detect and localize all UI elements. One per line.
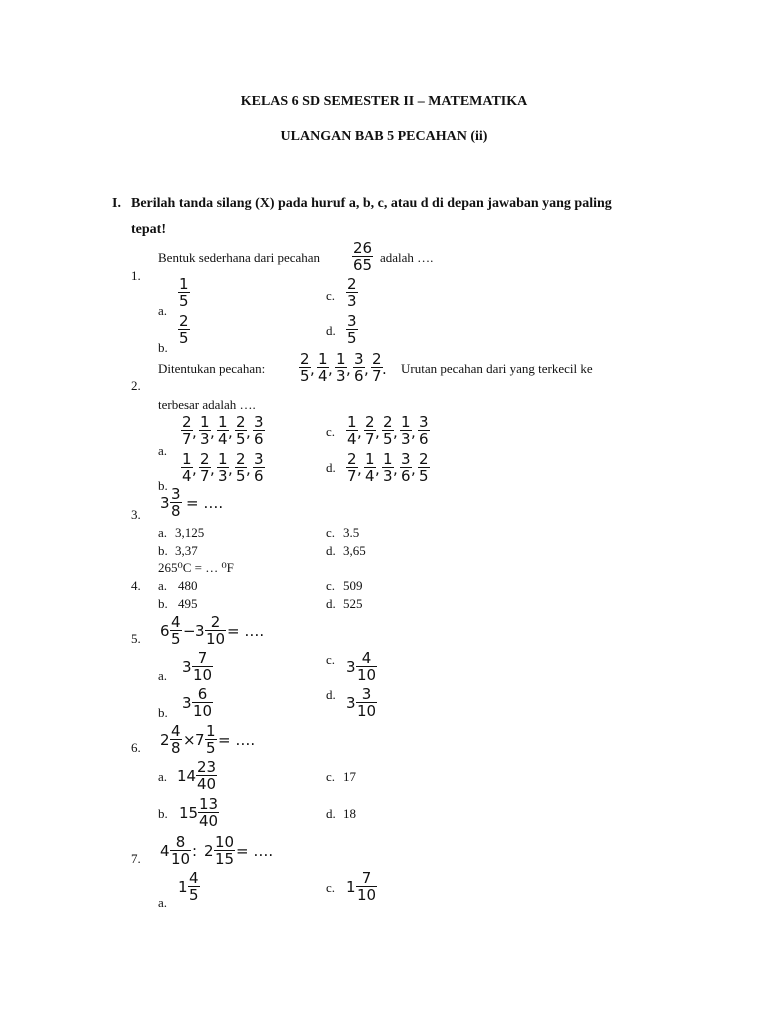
numerator: 1 bbox=[401, 413, 411, 431]
numerator: 3 bbox=[171, 485, 181, 503]
denominator: 10 bbox=[193, 702, 213, 720]
fraction bbox=[192, 686, 213, 719]
numerator: 3 bbox=[354, 350, 364, 368]
option-fraction[interactable] bbox=[178, 313, 190, 346]
equals-ellipsis: = …. bbox=[186, 494, 224, 512]
option-label: a. bbox=[158, 769, 168, 784]
comma: , bbox=[411, 460, 416, 478]
fraction bbox=[364, 414, 376, 447]
comma: , bbox=[346, 360, 351, 378]
comma: , bbox=[228, 423, 233, 441]
numerator: 1 bbox=[347, 413, 357, 431]
denominator: 6 bbox=[254, 467, 264, 485]
denominator: 7 bbox=[182, 430, 192, 448]
option-label: b. bbox=[158, 806, 168, 821]
question-number: 3. bbox=[131, 507, 141, 522]
numerator: 7 bbox=[361, 869, 372, 887]
denominator: 15 bbox=[215, 850, 235, 868]
denominator: 3 bbox=[336, 367, 346, 385]
numerator: 26 bbox=[353, 239, 373, 257]
whole-number: 3 bbox=[346, 694, 356, 712]
question-text-end: Urutan pecahan dari yang terkecil ke bbox=[401, 361, 593, 376]
whole-number: 3 bbox=[346, 658, 356, 676]
fraction bbox=[253, 414, 265, 447]
numerator: 4 bbox=[171, 613, 181, 631]
question-fraction bbox=[170, 486, 182, 519]
fraction bbox=[196, 759, 217, 792]
comma: , bbox=[375, 460, 380, 478]
page-subtitle: ULANGAN BAB 5 PECAHAN (ii) bbox=[280, 129, 488, 144]
comma: , bbox=[393, 460, 398, 478]
option-label: d. bbox=[326, 543, 336, 558]
denominator: 6 bbox=[419, 430, 429, 448]
option-label: a. bbox=[158, 443, 168, 458]
whole-number: 3 bbox=[182, 694, 192, 712]
operator: × bbox=[183, 731, 196, 749]
equals-ellipsis: = …. bbox=[218, 731, 256, 749]
fraction bbox=[188, 870, 200, 903]
denominator: 10 bbox=[193, 666, 213, 684]
instruction-line-2: tepat! bbox=[131, 222, 166, 237]
whole-number: 14 bbox=[177, 767, 197, 785]
denominator: 65 bbox=[353, 256, 373, 274]
fraction bbox=[217, 414, 229, 447]
fraction bbox=[400, 451, 412, 484]
whole-number: 4 bbox=[160, 842, 170, 860]
option-value[interactable]: 17 bbox=[343, 769, 356, 784]
fraction bbox=[356, 650, 377, 683]
option-label: b. bbox=[158, 705, 168, 720]
numerator: 1 bbox=[218, 450, 228, 468]
option-value[interactable]: 3.5 bbox=[343, 525, 360, 540]
denominator: 40 bbox=[197, 775, 217, 793]
option-fraction[interactable] bbox=[346, 313, 358, 346]
denominator: 10 bbox=[357, 886, 377, 904]
whole-number: 3 bbox=[195, 622, 205, 640]
comma: , bbox=[357, 460, 362, 478]
option-value[interactable]: 3,125 bbox=[175, 525, 205, 540]
option-label: a. bbox=[158, 895, 168, 910]
fraction bbox=[371, 351, 383, 384]
option-value[interactable]: 3,37 bbox=[175, 543, 198, 558]
fraction bbox=[198, 796, 219, 829]
equals-ellipsis: = …. bbox=[227, 622, 265, 640]
numerator: 2 bbox=[419, 450, 429, 468]
fraction bbox=[199, 451, 211, 484]
option-value[interactable]: 495 bbox=[178, 596, 198, 611]
fraction bbox=[199, 414, 211, 447]
option-label: c. bbox=[326, 769, 336, 784]
fraction bbox=[346, 451, 358, 484]
question-text-end: adalah …. bbox=[380, 250, 434, 265]
option-label: d. bbox=[326, 596, 336, 611]
numerator: 1 bbox=[383, 450, 393, 468]
fraction bbox=[299, 351, 311, 384]
numerator: 1 bbox=[218, 413, 228, 431]
fraction bbox=[181, 414, 193, 447]
option-label: b. bbox=[158, 596, 168, 611]
page-title: KELAS 6 SD SEMESTER II – MATEMATIKA bbox=[240, 94, 528, 109]
numerator: 3 bbox=[347, 312, 357, 330]
option-label: c. bbox=[326, 525, 336, 540]
denominator: 3 bbox=[200, 430, 210, 448]
numerator: 1 bbox=[336, 350, 346, 368]
numerator: 4 bbox=[361, 649, 372, 667]
numerator: 13 bbox=[199, 795, 219, 813]
numerator: 2 bbox=[347, 450, 357, 468]
option-value[interactable]: 18 bbox=[343, 806, 356, 821]
comma: , bbox=[310, 360, 315, 378]
fraction bbox=[205, 723, 217, 756]
option-label: c. bbox=[326, 880, 336, 895]
fraction bbox=[382, 414, 394, 447]
option-label: d. bbox=[326, 323, 336, 338]
denominator: 40 bbox=[199, 812, 219, 830]
fraction bbox=[353, 351, 365, 384]
denominator: 4 bbox=[182, 467, 192, 485]
question-number: 2. bbox=[131, 378, 141, 393]
operator: : bbox=[192, 842, 198, 860]
question-text-line2: terbesar adalah …. bbox=[158, 397, 256, 412]
numerator: 7 bbox=[197, 649, 208, 667]
numerator: 2 bbox=[236, 413, 246, 431]
option-label: c. bbox=[326, 652, 336, 667]
comma: , bbox=[228, 460, 233, 478]
numerator: 3 bbox=[254, 450, 264, 468]
denominator: 5 bbox=[419, 467, 429, 485]
denominator: 5 bbox=[300, 367, 310, 385]
fraction bbox=[356, 686, 377, 719]
denominator: 10 bbox=[206, 630, 226, 648]
fraction bbox=[335, 351, 347, 384]
numerator: 4 bbox=[189, 869, 199, 887]
denominator: 5 bbox=[206, 739, 216, 757]
denominator: 4 bbox=[218, 430, 228, 448]
numerator: 1 bbox=[206, 722, 216, 740]
whole-number: 1 bbox=[178, 878, 188, 896]
numerator: 1 bbox=[182, 450, 192, 468]
whole-number: 1 bbox=[346, 878, 356, 896]
fraction bbox=[382, 451, 394, 484]
denominator: 5 bbox=[347, 329, 357, 347]
denominator: 5 bbox=[236, 430, 246, 448]
question-number: 1. bbox=[131, 268, 141, 283]
operator: − bbox=[183, 622, 196, 640]
denominator: 8 bbox=[171, 739, 181, 757]
numerator: 3 bbox=[419, 413, 429, 431]
comma: , bbox=[192, 460, 197, 478]
question-text: 265⁰C = … ⁰F bbox=[158, 560, 234, 575]
numerator: 2 bbox=[383, 413, 393, 431]
whole-number: 3 bbox=[182, 658, 192, 676]
option-value[interactable]: 3,65 bbox=[343, 543, 366, 558]
equals-ellipsis: = …. bbox=[236, 842, 274, 860]
numerator: 2 bbox=[236, 450, 246, 468]
comma: , bbox=[210, 460, 215, 478]
fraction bbox=[253, 451, 265, 484]
option-label: d. bbox=[326, 806, 336, 821]
question-fraction bbox=[352, 240, 373, 273]
comma: , bbox=[210, 423, 215, 441]
fraction bbox=[418, 414, 430, 447]
fraction bbox=[205, 614, 226, 647]
numerator: 1 bbox=[318, 350, 328, 368]
numerator: 2 bbox=[347, 275, 357, 293]
whole-number: 15 bbox=[179, 804, 199, 822]
option-value[interactable]: 509 bbox=[343, 578, 363, 593]
question-text: Ditentukan pecahan: bbox=[158, 361, 266, 376]
numerator: 3 bbox=[401, 450, 411, 468]
comma: , bbox=[328, 360, 333, 378]
option-label: d. bbox=[326, 460, 336, 475]
numerator: 2 bbox=[365, 413, 375, 431]
numerator: 6 bbox=[197, 685, 208, 703]
option-label: b. bbox=[158, 543, 168, 558]
numerator: 2 bbox=[182, 413, 192, 431]
comma: , bbox=[246, 460, 251, 478]
fraction bbox=[400, 414, 412, 447]
denominator: 6 bbox=[254, 430, 264, 448]
denominator: 4 bbox=[347, 430, 357, 448]
option-fraction[interactable] bbox=[346, 276, 358, 309]
option-label: c. bbox=[326, 288, 336, 303]
denominator: 3 bbox=[218, 467, 228, 485]
denominator: 6 bbox=[354, 367, 364, 385]
comma: , bbox=[192, 423, 197, 441]
fraction bbox=[170, 614, 182, 647]
denominator: 10 bbox=[171, 850, 191, 868]
denominator: 7 bbox=[200, 467, 210, 485]
denominator: 6 bbox=[401, 467, 411, 485]
fraction bbox=[317, 351, 329, 384]
numerator: 3 bbox=[361, 685, 372, 703]
fraction bbox=[170, 834, 191, 867]
denominator: 4 bbox=[365, 467, 375, 485]
comma: , bbox=[393, 423, 398, 441]
option-value[interactable]: 480 bbox=[178, 578, 198, 593]
numerator: 1 bbox=[365, 450, 375, 468]
fraction bbox=[346, 414, 358, 447]
denominator: 5 bbox=[171, 630, 181, 648]
option-label: a. bbox=[158, 303, 168, 318]
denominator: 5 bbox=[189, 886, 199, 904]
question-number: 4. bbox=[131, 578, 141, 593]
denominator: 4 bbox=[318, 367, 328, 385]
denominator: 10 bbox=[357, 702, 377, 720]
numerator: 1 bbox=[200, 413, 210, 431]
comma: , bbox=[364, 360, 369, 378]
question-text: Bentuk sederhana dari pecahan bbox=[158, 250, 321, 265]
whole-number: 3 bbox=[160, 494, 170, 512]
question-number: 7. bbox=[131, 851, 141, 866]
fraction bbox=[217, 451, 229, 484]
denominator: 10 bbox=[357, 666, 377, 684]
comma: , bbox=[411, 423, 416, 441]
fraction bbox=[235, 414, 247, 447]
denominator: 5 bbox=[179, 292, 189, 310]
denominator: 7 bbox=[347, 467, 357, 485]
option-label: b. bbox=[158, 478, 168, 493]
numerator: 8 bbox=[175, 833, 186, 851]
whole-number: 2 bbox=[160, 731, 170, 749]
denominator: 3 bbox=[347, 292, 357, 310]
fraction bbox=[170, 723, 182, 756]
numerator: 2 bbox=[300, 350, 310, 368]
fraction bbox=[418, 451, 430, 484]
option-label: c. bbox=[326, 424, 336, 439]
fraction bbox=[214, 834, 235, 867]
whole-number: 6 bbox=[160, 622, 170, 640]
option-label: b. bbox=[158, 340, 168, 355]
fraction bbox=[356, 870, 377, 903]
whole-number: 7 bbox=[195, 731, 205, 749]
numerator: 2 bbox=[200, 450, 210, 468]
numerator: 23 bbox=[197, 758, 217, 776]
comma: , bbox=[357, 423, 362, 441]
denominator: 3 bbox=[401, 430, 411, 448]
comma: , bbox=[375, 423, 380, 441]
option-label: c. bbox=[326, 578, 336, 593]
numerator: 3 bbox=[254, 413, 264, 431]
numerator: 10 bbox=[215, 833, 235, 851]
denominator: 7 bbox=[372, 367, 382, 385]
numerator: 2 bbox=[372, 350, 382, 368]
denominator: 5 bbox=[236, 467, 246, 485]
section-roman: I. bbox=[112, 196, 121, 211]
question-number: 5. bbox=[131, 631, 141, 646]
numerator: 4 bbox=[171, 722, 181, 740]
comma: . bbox=[382, 360, 387, 378]
option-label: a. bbox=[158, 668, 168, 683]
instruction-line-1: Berilah tanda silang (X) pada huruf a, b, c, atau d di depan jawaban yang paling bbox=[131, 196, 612, 211]
comma: , bbox=[246, 423, 251, 441]
denominator: 5 bbox=[179, 329, 189, 347]
denominator: 7 bbox=[365, 430, 375, 448]
denominator: 3 bbox=[383, 467, 393, 485]
numerator: 1 bbox=[179, 275, 189, 293]
denominator: 8 bbox=[171, 502, 181, 520]
option-value[interactable]: 525 bbox=[343, 596, 363, 611]
numerator: 2 bbox=[179, 312, 189, 330]
option-label: a. bbox=[158, 578, 168, 593]
option-label: a. bbox=[158, 525, 168, 540]
option-label: d. bbox=[326, 687, 336, 702]
numerator: 2 bbox=[210, 613, 221, 631]
denominator: 5 bbox=[383, 430, 393, 448]
question-number: 6. bbox=[131, 740, 141, 755]
fraction bbox=[192, 650, 213, 683]
option-fraction[interactable] bbox=[178, 276, 190, 309]
fraction bbox=[181, 451, 193, 484]
fraction bbox=[364, 451, 376, 484]
whole-number: 2 bbox=[204, 842, 214, 860]
fraction bbox=[235, 451, 247, 484]
